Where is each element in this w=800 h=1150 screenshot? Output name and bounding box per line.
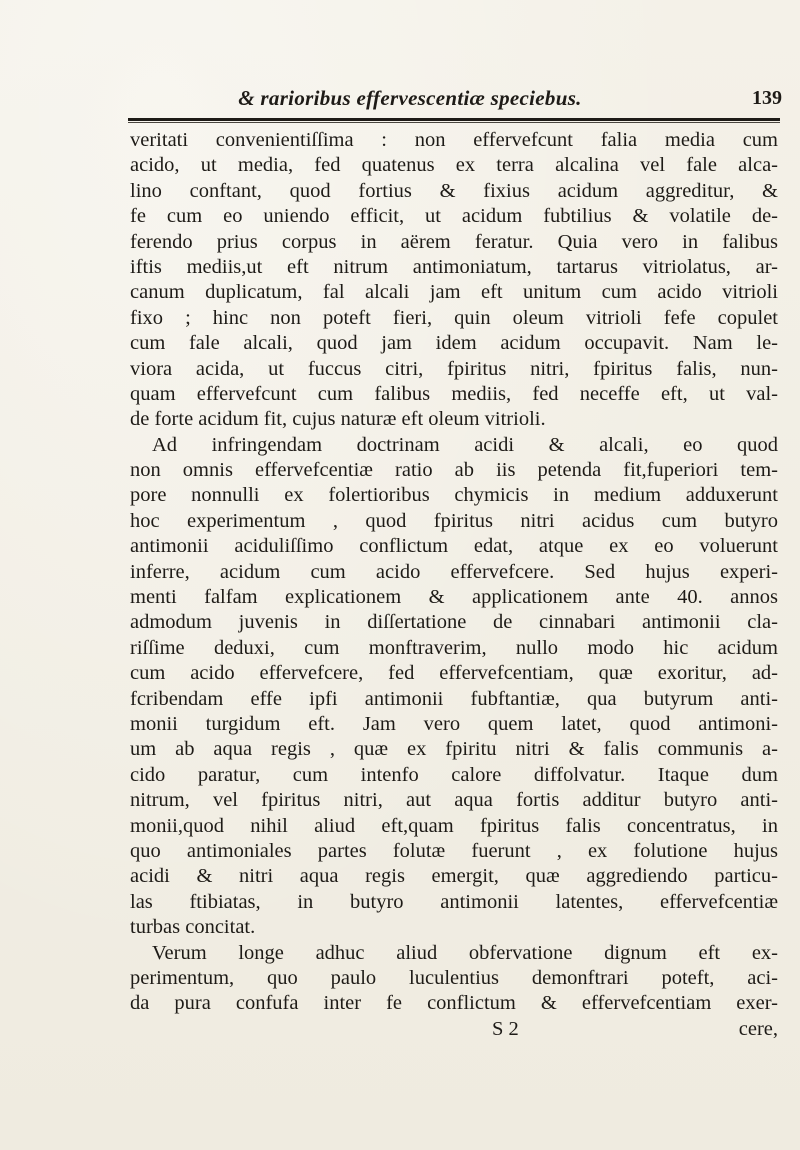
text-line: de forte acidum fit, cujus naturæ eft oleum vitrioli. <box>130 408 546 431</box>
text-line: perimentum, quo paulo luculentius demonftrari poteft, aci- <box>130 966 778 989</box>
text-line: las ftibiatas, in butyro antimonii latentes, effervefcentiæ <box>130 890 778 913</box>
text-line: inferre, acidum cum acido effervefcere. Sed hujus experi- <box>130 560 778 583</box>
text-line: lino conftant, quod fortius & fixius acidum aggreditur, & <box>130 179 778 202</box>
text-line: nitrum, vel fpiritus nitri, aut aqua fortis additur butyro anti- <box>130 789 778 812</box>
text-line: non omnis effervefcentiæ ratio ab iis petenda fit,fuperiori tem- <box>130 459 778 482</box>
text-line: antimonii aciduliſſimo conflictum edat, atque ex eo voluerunt <box>130 535 778 558</box>
text-line: acido, ut media, fed quatenus ex terra alcalina vel fale alca- <box>130 154 778 177</box>
text-line: veritati convenientiſſima : non effervefcunt falia media cum <box>130 129 778 151</box>
text-line: quo antimoniales partes folutæ fuerunt , ex folutione hujus <box>130 839 778 862</box>
header-rule-thin <box>128 122 780 123</box>
signature-mark: S 2 <box>492 1017 519 1040</box>
page-number: 139 <box>752 87 782 109</box>
text-line: canum duplicatum, fal alcali jam eft unitum cum acido vitrioli <box>130 281 778 304</box>
text-line: da pura confufa inter fe conflictum & effervefcentiam exer- <box>130 992 778 1015</box>
text-line: fixo ; hinc non poteft fieri, quin oleum vitrioli fefe copulet <box>130 306 778 329</box>
page-footer <box>130 1017 778 1042</box>
text-line: riſſime deduxi, cum monftraverim, nullo modo hic acidum <box>130 636 778 659</box>
text-line: menti falfam explicationem & applicationem ante 40. annos <box>130 586 778 609</box>
text-line: monii,quod nihil aliud eft,quam fpiritus falis concentratus, in <box>130 814 778 837</box>
text-line: iftis mediis,ut eft nitrum antimoniatum, tartarus vitriolatus, ar- <box>130 255 778 278</box>
text-line: quam effervefcunt cum falibus mediis, fed neceffe eft, ut val- <box>130 382 778 405</box>
text-line: cum acido effervefcere, fed effervefcentiam, quæ exoritur, ad- <box>130 662 778 685</box>
text-line: monii turgidum eft. Jam vero quem latet, quod antimoni- <box>130 712 778 735</box>
text-line: turbas concitat. <box>130 916 256 939</box>
text-line: um ab aqua regis , quæ ex fpiritu nitri & falis communis a- <box>130 738 778 761</box>
body-text <box>130 128 778 1042</box>
catchword: cere, <box>738 1017 778 1040</box>
text-line: viora acida, ut fuccus citri, fpiritus nitri, fpiritus falis, nun- <box>130 357 778 380</box>
text-line: pore nonnulli ex folertioribus chymicis in medium adduxerunt <box>130 484 778 507</box>
text-line: cum fale alcali, quod jam idem acidum occupavit. Nam le- <box>130 332 778 355</box>
header-rule <box>128 118 780 121</box>
paragraph-start: Ad infringendam doctrinam acidi & alcali, eo quod <box>152 433 778 456</box>
text-line: hoc experimentum , quod fpiritus nitri acidus cum butyro <box>130 509 778 532</box>
text-line: admodum juvenis in diſſertatione de cinnabari antimonii cla- <box>130 611 778 634</box>
text-line: cido paratur, cum intenfo calore diffolvatur. Itaque dum <box>130 763 778 786</box>
running-title: & rarioribus effervescentiæ speciebus. <box>238 86 582 110</box>
text-line: ferendo prius corpus in aërem feratur. Quia vero in falibus <box>130 230 778 253</box>
paragraph-start: Verum longe adhuc aliud obfervatione dignum eft ex- <box>152 941 778 964</box>
text-line: acidi & nitri aqua regis emergit, quæ aggrediendo particu- <box>130 865 778 888</box>
page-header <box>130 86 782 116</box>
text-line: fe cum eo uniendo efficit, ut acidum fubtilius & volatile de- <box>130 205 778 228</box>
text-line: fcribendam effe ipfi antimonii fubftantiæ, qua butyrum anti- <box>130 687 778 710</box>
